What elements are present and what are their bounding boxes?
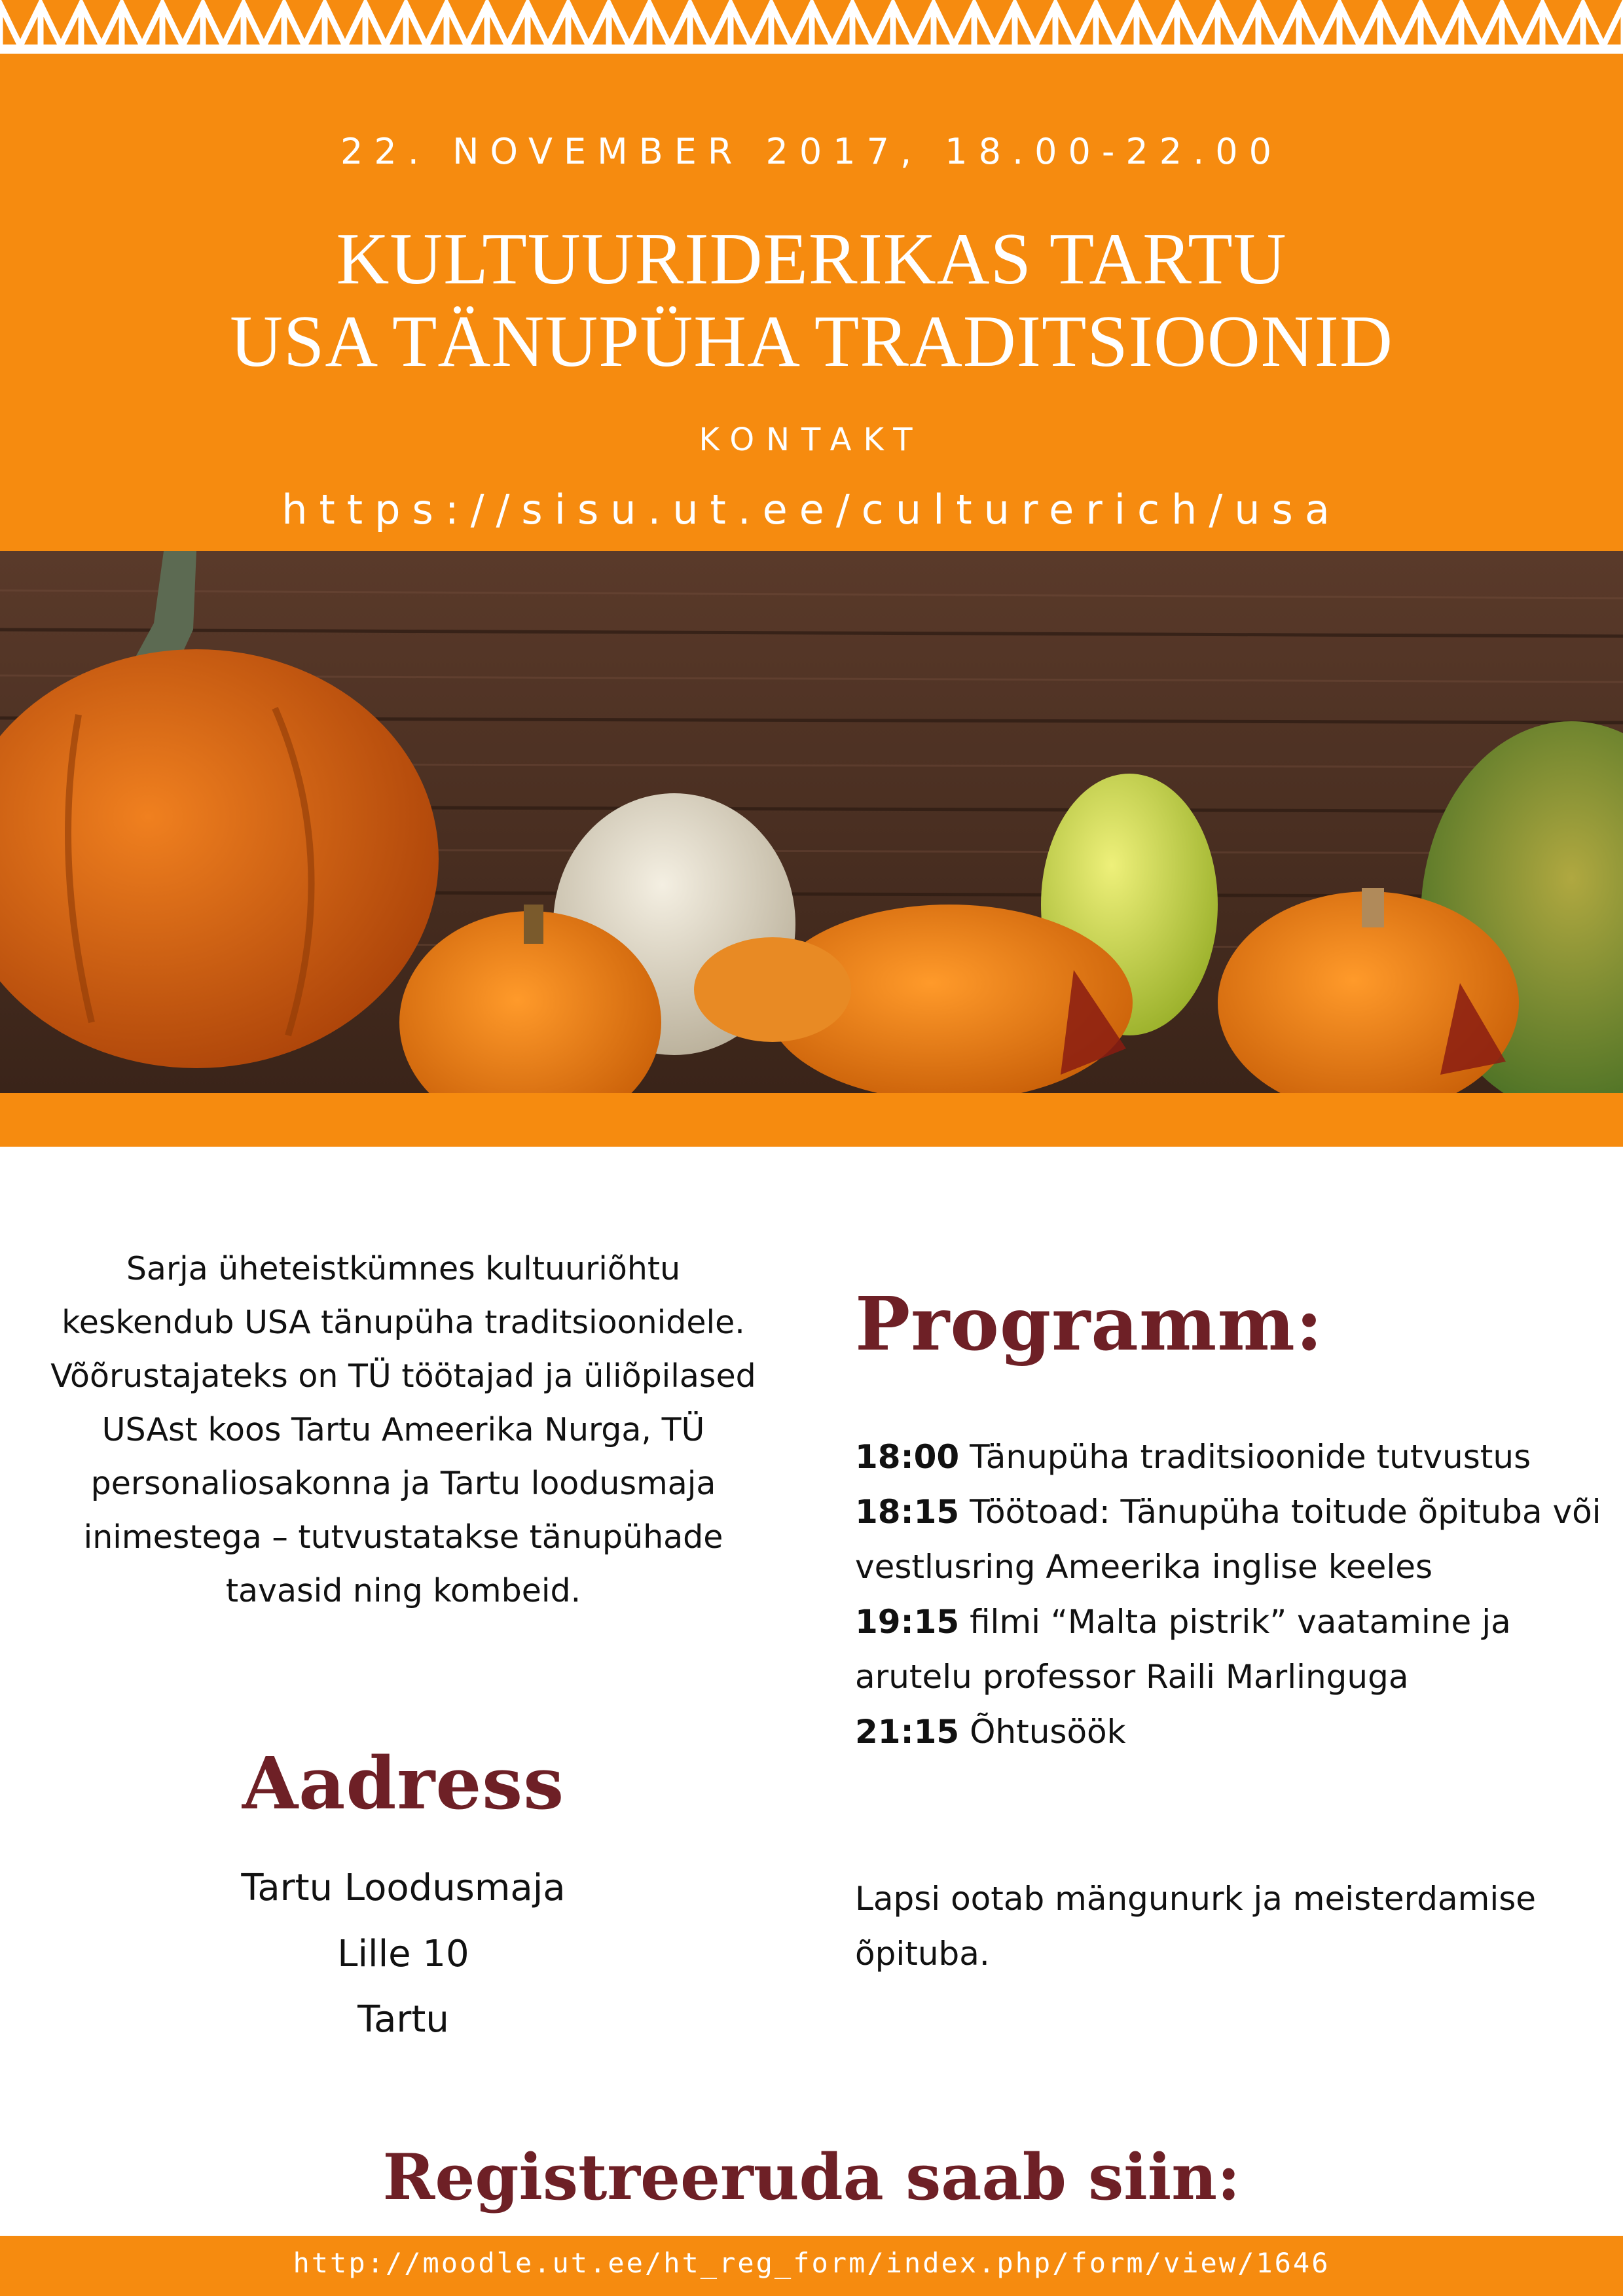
program-time: 19:15 xyxy=(855,1603,960,1641)
program-item xyxy=(855,1429,1601,1484)
pumpkins-photo xyxy=(0,551,1623,1093)
program-text: Töötoad: Tänupüha toitude õpituba või vestlusring Ameerika inglise keeles xyxy=(855,1493,1601,1586)
register-heading: Registreeruda saab siin: xyxy=(382,2140,1241,2214)
event-title-line-2: USA TÄNUPÜHA TRADITSIOONID xyxy=(230,301,1393,382)
address-line-city: Tartu xyxy=(357,1998,449,2041)
program-heading: Programm: xyxy=(855,1282,1324,1367)
zigzag-pattern-graphic xyxy=(0,0,1623,54)
program-item xyxy=(855,1704,1601,1759)
register-bar xyxy=(0,2236,1623,2296)
event-date: 22. NOVEMBER 2017, 18.00-22.00 xyxy=(340,131,1283,172)
contact-label: KONTAKT xyxy=(699,422,924,458)
program-time: 18:00 xyxy=(855,1438,960,1476)
program-text: Tänupüha traditsioonide tutvustus xyxy=(970,1438,1531,1476)
decorative-pattern-strip xyxy=(0,0,1623,54)
address-line-venue: Tartu Loodusmaja xyxy=(241,1867,566,1909)
program-text: filmi “Malta pistrik” vaatamine ja arutelu professor Raili Marlinguga xyxy=(855,1603,1511,1696)
program-time: 21:15 xyxy=(855,1713,960,1751)
event-header xyxy=(0,54,1623,551)
event-title-line-1: KULTUURIDERIKAS TARTU xyxy=(336,219,1287,300)
program-text: Õhtusöök xyxy=(970,1713,1126,1751)
address-line-street: Lille 10 xyxy=(337,1933,469,1975)
program-item xyxy=(855,1484,1601,1594)
orange-band xyxy=(0,1093,1623,1147)
program-list xyxy=(855,1429,1601,1759)
program-item xyxy=(855,1594,1601,1704)
program-note: Lapsi ootab mängunurk ja meisterdamise õpituba. xyxy=(855,1880,1537,1973)
address-heading: Aadress xyxy=(242,1741,565,1825)
contact-url-link[interactable]: https://sisu.ut.ee/culturerich/usa xyxy=(282,486,1341,533)
intro-text: Sarja üheteistkümnes kultuuriõhtu keskendub USA tänupüha traditsioonidele. Võõrustajateks on TÜ töötajad ja üliõpilased USAst koos Tartu Ameerika Nurga, TÜ personaliosakonna ja Tartu loodusmaja inimestega – tutvustatakse tänupühade tavasid ning kombeid. xyxy=(50,1250,756,1609)
program-time: 18:15 xyxy=(855,1493,960,1531)
register-url-link[interactable]: http://moodle.ut.ee/ht_reg_form/index.php/form/view/1646 xyxy=(293,2247,1330,2279)
